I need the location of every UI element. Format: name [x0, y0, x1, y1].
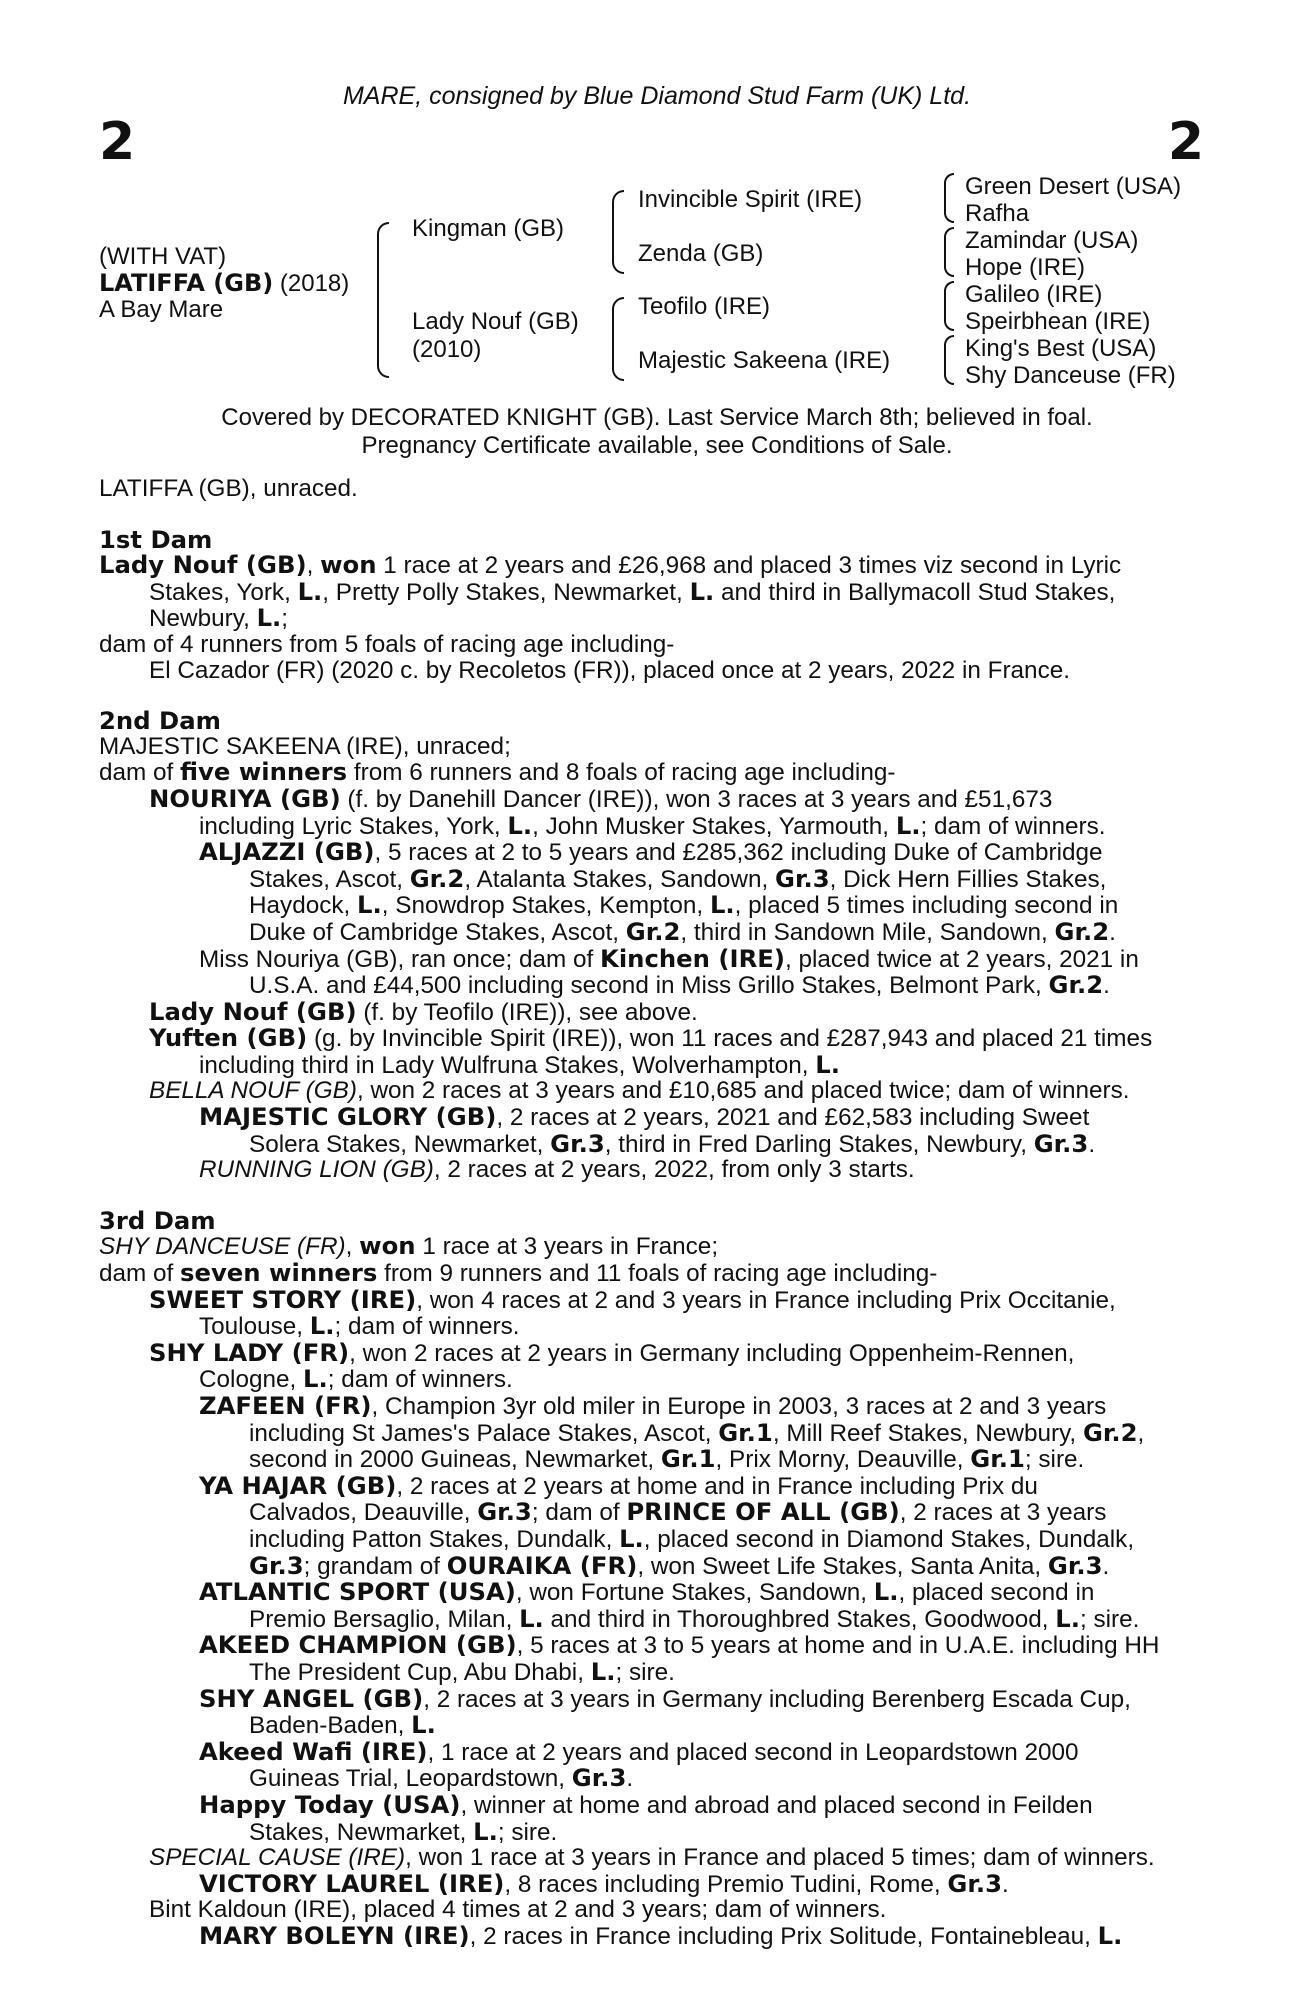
cover-line-1: Covered by DECORATED KNIGHT (GB). Last Service March 8th; believed in foal.	[221, 404, 1093, 431]
second-dam-produce: dam of five winners from 6 runners and 8 foals of racing age including-	[99, 757, 896, 787]
majestic-glory-cont: Solera Stakes, Newmarket, Gr.3, third in Fred Darling Stakes, Newbury, Gr.3.	[249, 1128, 1096, 1158]
dam-sire: Teofilo (IRE)	[638, 293, 771, 320]
subject-line	[99, 269, 349, 298]
gg-3: Zamindar (USA)	[965, 227, 1139, 254]
first-dam-produce: dam of 4 runners from 5 foals of racing age including-	[99, 630, 675, 658]
dam: Lady Nouf (GB)	[412, 308, 579, 335]
mary-boleyn-entry: MARY BOLEYN (IRE), 2 races in France including Prix Solitude, Fontainebleau, L.	[199, 1920, 1123, 1950]
gg-1: Green Desert (USA)	[965, 173, 1182, 200]
aljazzi-cont-1: Stakes, Ascot, Gr.2, Atalanta Stakes, Sandown, Gr.3, Dick Hern Fillies Stakes,	[249, 863, 1107, 893]
first-dam-heading: 1st Dam	[99, 524, 213, 554]
third-dam-heading: 3rd Dam	[99, 1205, 216, 1235]
gg-4: Hope (IRE)	[965, 254, 1086, 281]
gg-8: Shy Danceuse (FR)	[965, 362, 1176, 389]
first-dam-foal: El Cazador (FR) (2020 c. by Recoletos (FR)), placed once at 2 years, 2022 in France.	[149, 656, 1070, 684]
sweet-story-cont: Toulouse, L.; dam of winners.	[199, 1311, 520, 1341]
ya-hajar-cont-3: Gr.3; grandam of OURAIKA (FR), won Sweet Life Stakes, Santa Anita, Gr.3.	[249, 1550, 1110, 1580]
akeed-champion-entry: AKEED CHAMPION (GB), 5 races at 3 to 5 years at home and in U.A.E. including HH	[199, 1630, 1160, 1660]
gg-6: Speirbhean (IRE)	[965, 308, 1151, 335]
subject-description: A Bay Mare	[99, 296, 224, 323]
majestic-glory-entry: MAJESTIC GLORY (GB), 2 races at 2 years, 2021 and £62,583 including Sweet	[199, 1102, 1090, 1132]
pedigree-brace-3a	[944, 173, 954, 223]
pedigree-brace-3d	[944, 335, 954, 385]
victory-laurel-entry: VICTORY LAUREL (IRE), 8 races including Premio Tudini, Rome, Gr.3.	[199, 1868, 1009, 1898]
sire-sire: Invincible Spirit (IRE)	[638, 186, 863, 213]
ya-hajar-cont-1: Calvados, Deauville, Gr.3; dam of PRINCE OF ALL (GB), 2 races at 3 years	[249, 1497, 1107, 1527]
gg-5: Galileo (IRE)	[965, 281, 1103, 308]
subject-year: (2018)	[279, 270, 350, 297]
zafeen-cont-2: second in 2000 Guineas, Newmarket, Gr.1, Prix Morny, Deauville, Gr.1; sire.	[249, 1444, 1085, 1474]
lot-number-left: 2	[99, 112, 136, 172]
cover-note	[0, 404, 1314, 460]
pedigree-brace-3b	[944, 227, 954, 277]
pedigree-brace-2b	[612, 297, 624, 381]
bint-kaldoun-entry: Bint Kaldoun (IRE), placed 4 times at 2 and 3 years; dam of winners.	[149, 1896, 887, 1924]
vat-label: (WITH VAT)	[99, 243, 227, 270]
gg-7: King's Best (USA)	[965, 335, 1157, 362]
first-dam-entry: Lady Nouf (GB), won 1 race at 2 years and £26,968 and placed 3 times viz second in Lyric	[99, 550, 1122, 580]
lot-number-right: 2	[1167, 112, 1204, 172]
special-cause-entry: SPECIAL CAUSE (IRE), won 1 race at 3 years in France and placed 5 times; dam of winners.	[149, 1844, 1155, 1872]
akeed-wafi-cont: Guineas Trial, Leopardstown, Gr.3.	[249, 1763, 634, 1793]
second-dam-foal-1-cont: including Lyric Stakes, York, L., John Musker Stakes, Yarmouth, L.; dam of winners.	[199, 810, 1106, 840]
ya-hajar-entry: YA HAJAR (GB), 2 races at 2 years at home and in France including Prix du	[199, 1470, 1038, 1500]
dam-dam: Majestic Sakeena (IRE)	[638, 347, 891, 374]
atlantic-sport-cont: Premio Bersaglio, Milan, L. and third in Thoroughbred Stakes, Goodwood, L.; sire.	[249, 1603, 1140, 1633]
pedigree-brace-3c	[944, 281, 954, 331]
gg-2: Rafha	[965, 200, 1030, 227]
second-dam-foal-1: NOURIYA (GB) (f. by Danehill Dancer (IRE)), won 3 races at 3 years and £51,673	[149, 783, 1053, 813]
miss-nouriya-cont: U.S.A. and £44,500 including second in Miss Grillo Stakes, Belmont Park, Gr.2.	[249, 970, 1110, 1000]
first-dam-entry-cont2: Newbury, L.;	[149, 603, 289, 633]
cover-line-2: Pregnancy Certificate available, see Conditions of Sale.	[361, 432, 953, 459]
intro-line: LATIFFA (GB), unraced.	[99, 475, 358, 502]
yuften-cont: including third in Lady Wulfruna Stakes, Wolverhampton, L.	[199, 1049, 841, 1079]
sire-dam: Zenda (GB)	[638, 240, 764, 267]
aljazzi-cont-3: Duke of Cambridge Stakes, Ascot, Gr.2, third in Sandown Mile, Sandown, Gr.2.	[249, 916, 1116, 946]
akeed-champion-cont: The President Cup, Abu Dhabi, L.; sire.	[249, 1656, 675, 1686]
shy-angel-cont: Baden-Baden, L.	[249, 1710, 436, 1740]
zafeen-cont-1: including St James's Palace Stakes, Ascot, Gr.1, Mill Reef Stakes, Newbury, Gr.2,	[249, 1417, 1145, 1447]
sweet-story-entry: SWEET STORY (IRE), won 4 races at 2 and 3 years in France including Prix Occitanie,	[149, 1284, 1116, 1314]
shy-lady-cont: Cologne, L.; dam of winners.	[199, 1364, 513, 1394]
zafeen-entry: ZAFEEN (FR), Champion 3yr old miler in Europe in 2003, 3 races at 2 and 3 years	[199, 1391, 1107, 1420]
second-dam-heading: 2nd Dam	[99, 706, 221, 736]
yuften-entry: Yuften (GB) (g. by Invincible Spirit (IRE)), won 11 races and £287,943 and placed 21 times	[149, 1023, 1153, 1053]
third-dam-produce: dam of seven winners from 9 runners and 11 foals of racing age including-	[99, 1258, 938, 1288]
consignment-heading: MARE, consigned by Blue Diamond Stud Farm (UK) Ltd.	[342, 82, 972, 110]
bella-nouf-entry: BELLA NOUF (GB), won 2 races at 3 years and £10,685 and placed twice; dam of winners.	[149, 1077, 1130, 1105]
miss-nouriya-entry: Miss Nouriya (GB), ran once; dam of Kinchen (IRE), placed twice at 2 years, 2021 in	[199, 943, 1139, 973]
shy-angel-entry: SHY ANGEL (GB), 2 races at 3 years in Germany including Berenberg Escada Cup,	[199, 1683, 1131, 1713]
shy-lady-entry: SHY LADY (FR), won 2 races at 2 years in Germany including Oppenheim-Rennen,	[149, 1337, 1075, 1367]
akeed-wafi-entry: Akeed Wafi (IRE), 1 race at 2 years and placed second in Leopardstown 2000	[199, 1736, 1079, 1766]
first-dam-entry-cont: Stakes, York, L., Pretty Polly Stakes, Newmarket, L. and third in Ballymacoll Stud Stakes,	[149, 576, 1116, 606]
happy-today-cont: Stakes, Newmarket, L.; sire.	[249, 1816, 558, 1846]
lady-nouf-ref: Lady Nouf (GB) (f. by Teofilo (IRE)), see above.	[149, 996, 698, 1026]
running-lion-entry: RUNNING LION (GB), 2 races at 2 years, 2022, from only 3 starts.	[199, 1156, 915, 1184]
second-dam-entry: MAJESTIC SAKEENA (IRE), unraced;	[99, 732, 511, 760]
catalogue-body	[99, 476, 1201, 1949]
aljazzi-cont-2: Haydock, L., Snowdrop Stakes, Kempton, L., placed 5 times including second in	[249, 890, 1119, 920]
pedigree-brace-2a	[612, 190, 624, 274]
happy-today-entry: Happy Today (USA), winner at home and abroad and placed second in Feilden	[199, 1789, 1093, 1819]
pedigree-brace-1	[377, 222, 389, 378]
aljazzi-entry: ALJAZZI (GB), 5 races at 2 to 5 years and £285,362 including Duke of Cambridge	[199, 837, 1103, 867]
dam-year: (2010)	[412, 336, 482, 363]
ya-hajar-cont-2: including Patton Stakes, Dundalk, L., placed second in Diamond Stakes, Dundalk,	[249, 1523, 1135, 1553]
subject-name: LATIFFA (GB)	[99, 269, 274, 297]
sire: Kingman (GB)	[412, 215, 565, 242]
third-dam-entry: SHY DANCEUSE (FR), won 1 race at 3 years in France;	[99, 1231, 719, 1261]
atlantic-sport-entry: ATLANTIC SPORT (USA), won Fortune Stakes, Sandown, L., placed second in	[199, 1577, 1095, 1607]
